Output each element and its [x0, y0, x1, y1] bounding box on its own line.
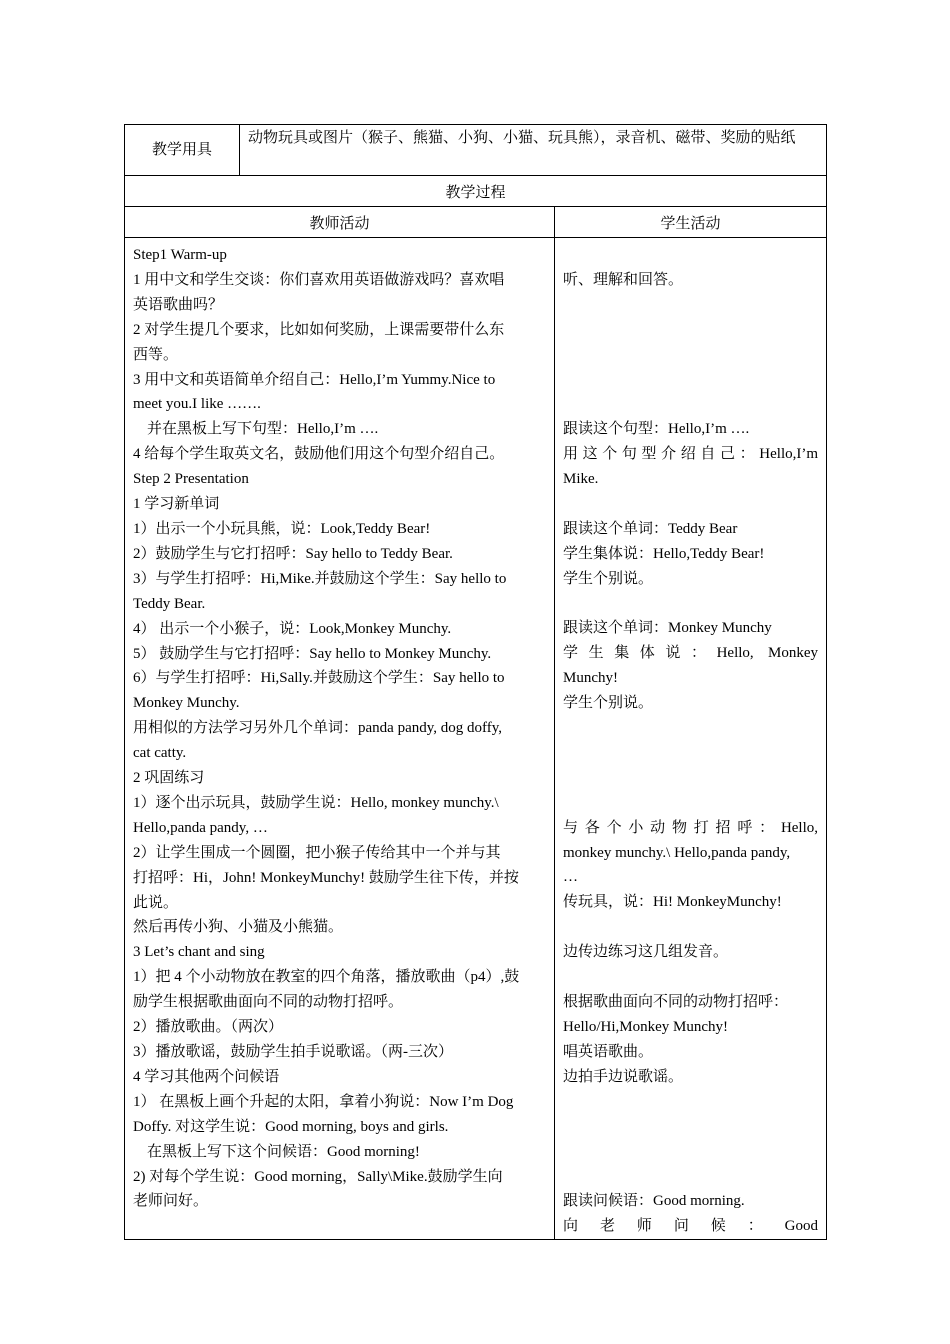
teacher-activity-line: cat catty.: [133, 745, 187, 762]
teacher-activity-line: 然后再传小狗、小猫及小熊猫。: [133, 919, 344, 936]
teacher-activity-line: 此说。: [133, 894, 179, 911]
teacher-activity-line: 2）播放歌曲。（两次）: [133, 1019, 284, 1036]
student-activity-line: Mike.: [563, 471, 599, 488]
teacher-activity-line: 1 用中文和学生交谈：你们喜欢用英语做游戏吗？喜欢唱: [133, 271, 505, 288]
student-activity-line: 用这个句型介绍自己：Hello,I’m: [563, 446, 819, 463]
student-activity-line: [563, 293, 818, 318]
student-activity-line: 跟读这个句型：Hello,I’m ….: [563, 421, 750, 438]
student-activity-line: Munchy!: [563, 670, 618, 687]
student-activity-line: 学生集体说：Hello,Teddy Bear!: [563, 545, 765, 562]
teacher-activity-line: 1）出示一个小玩具熊，说：Look,Teddy Bear!: [133, 520, 431, 537]
student-column-header: 学生活动: [555, 207, 827, 238]
teacher-activity-line: 4） 出示一个小猴子，说：Look,Monkey Munchy.: [133, 620, 452, 637]
teacher-activity-line: 1）逐个出示玩具，鼓励学生说：Hello, monkey munchy.\: [133, 794, 499, 811]
student-activity-line: [563, 492, 818, 517]
teacher-activity-line: 西等。: [133, 346, 179, 363]
activities-row: [125, 238, 827, 1240]
teacher-activity-line: Teddy Bear.: [133, 595, 206, 612]
teacher-activity-line: 并在黑板上写下句型：Hello,I’m ….: [147, 421, 379, 438]
tools-label-cell: [125, 125, 240, 176]
student-activity-line: 跟读这个单词：Monkey Munchy: [563, 620, 772, 637]
student-activity-line: [563, 1139, 818, 1164]
student-activity-line: [563, 915, 818, 940]
student-activity-line: 根据歌曲面向不同的动物打招呼：: [563, 993, 789, 1010]
teacher-activity-line: Monkey Munchy.: [133, 695, 240, 712]
tools-row: [125, 125, 827, 176]
student-activity-line: 边拍手边说歌谣。: [563, 1068, 684, 1085]
student-activity-line: [563, 343, 818, 368]
teacher-activity-line: 老师问好。: [133, 1193, 209, 1210]
process-title-row: [125, 176, 827, 207]
teacher-activity-line: 英语歌曲吗？: [133, 296, 224, 313]
student-activity-line: 跟读问候语：Good morning.: [563, 1193, 745, 1210]
teacher-activity-line: 5） 鼓励学生与它打招呼：Say hello to Monkey Munchy.: [133, 645, 492, 662]
teacher-activity-line: Hello,panda pandy, …: [133, 819, 268, 836]
student-activity-line: 学生个别说。: [563, 695, 654, 712]
student-activity-line: [563, 965, 818, 990]
student-activity-line: [563, 766, 818, 791]
teacher-activity-line: 3）播放歌谣，鼓励学生拍手说歌谣。（两-三次）: [133, 1044, 453, 1060]
teacher-activity-line: 在黑板上写下这个问候语：Good morning!: [147, 1143, 420, 1160]
student-activity-line: [563, 716, 818, 741]
teacher-activity-line: 1）把 4 个小动物放在教室的四个角落，播放歌曲（p4）,鼓: [133, 969, 520, 986]
student-activity-line: 唱英语歌曲。: [563, 1043, 654, 1060]
student-activity-line: [563, 392, 818, 417]
column-header-row: [125, 207, 827, 238]
teacher-activity-line: 4 学习其他两个问候语: [133, 1068, 280, 1085]
teacher-activity-line: 2) 对每个学生说：Good morning，Sally\Mike.鼓励学生向: [133, 1168, 503, 1185]
student-activity-line: 向老师问候：Good: [563, 1218, 819, 1235]
teacher-activity-line: 用相似的方法学习另外几个单词：panda pandy, dog doffy,: [133, 720, 502, 737]
teacher-activity-line: 2 巩固练习: [133, 770, 205, 787]
tools-label: 教学用具: [151, 142, 212, 158]
student-activity-line: 学生个别说。: [563, 570, 654, 587]
student-activity-line: 跟读这个单词：Teddy Bear: [563, 520, 738, 537]
student-activity-line: 学生集体说：Hello, Monkey: [563, 645, 819, 662]
teacher-activity-line: 励学生根据歌曲面向不同的动物打招呼。: [133, 994, 404, 1011]
student-activity-line: 传玩具，说：Hi! MonkeyMunchy!: [563, 894, 782, 911]
teacher-activity-line: 3 Let’s chant and sing: [133, 944, 265, 961]
teacher-activity-line: 3 用中文和英语简单介绍自己：Hello,I’m Yummy.Nice to: [133, 371, 496, 388]
tools-value: 动物玩具或图片（猴子、熊猫、小狗、小猫、玩具熊），录音机、磁带、奖励的贴纸: [240, 125, 827, 176]
student-activity-line: [563, 1114, 818, 1139]
teacher-activity-line: Step 2 Presentation: [133, 471, 249, 488]
student-activity-line: [563, 318, 818, 343]
student-activity-line: [563, 741, 818, 766]
teacher-activity-line: 2）鼓励学生与它打招呼：Say hello to Teddy Bear.: [133, 545, 453, 562]
student-activity-line: monkey munchy.\ Hello,panda pandy,: [563, 844, 791, 861]
process-title: 教学过程: [125, 176, 827, 207]
lesson-plan-table: [124, 124, 827, 1240]
teacher-activity-lines: [133, 243, 548, 1214]
student-activity-lines: [563, 243, 818, 1239]
teacher-activity-line: 4 给每个学生取英文名，鼓励他们用这个句型介绍自己。: [133, 446, 505, 463]
teacher-activity-line: 3）与学生打招呼：Hi,Mike.并鼓励这个学生：Say hello to: [133, 570, 507, 587]
student-activity-line: [563, 243, 818, 268]
student-activity-line: 边传边练习这几组发音。: [563, 944, 729, 961]
teacher-column-header: 教师活动: [125, 207, 555, 238]
student-activity-line: Hello/Hi,Monkey Munchy!: [563, 1018, 728, 1035]
student-activity-line: …: [563, 869, 578, 886]
student-activity-line: [563, 1090, 818, 1115]
teacher-activities: [125, 238, 555, 1240]
student-activity-line: [563, 592, 818, 617]
student-activity-line: 与各个小动物打招呼：Hello,: [563, 819, 819, 836]
student-activity-line: [563, 791, 818, 816]
teacher-activity-line: Step1 Warm-up: [133, 247, 227, 263]
student-activity-line: 听、理解和回答。: [563, 271, 684, 288]
teacher-activity-line: 6）与学生打招呼：Hi,Sally.并鼓励这个学生：Say hello to: [133, 670, 505, 687]
student-activity-line: [563, 367, 818, 392]
teacher-activity-line: meet you.I like …….: [133, 396, 261, 413]
teacher-activity-line: 2）让学生围成一个圆圈，把小猴子传给其中一个并与其: [133, 844, 501, 861]
teacher-activity-line: 1） 在黑板上画个升起的太阳，拿着小狗说：Now I’m Dog: [133, 1093, 514, 1110]
teacher-activity-line: 2 对学生提几个要求，比如如何奖励，上课需要带什么东: [133, 321, 505, 338]
student-activities: [555, 238, 827, 1240]
teacher-activity-line: 打招呼：Hi，John! MonkeyMunchy! 鼓励学生往下传，并按: [133, 869, 519, 886]
student-activity-line: [563, 1164, 818, 1189]
teacher-activity-line: Doffy. 对这学生说：Good morning, boys and girls.: [133, 1118, 449, 1135]
teacher-activity-line: 1 学习新单词: [133, 496, 220, 513]
